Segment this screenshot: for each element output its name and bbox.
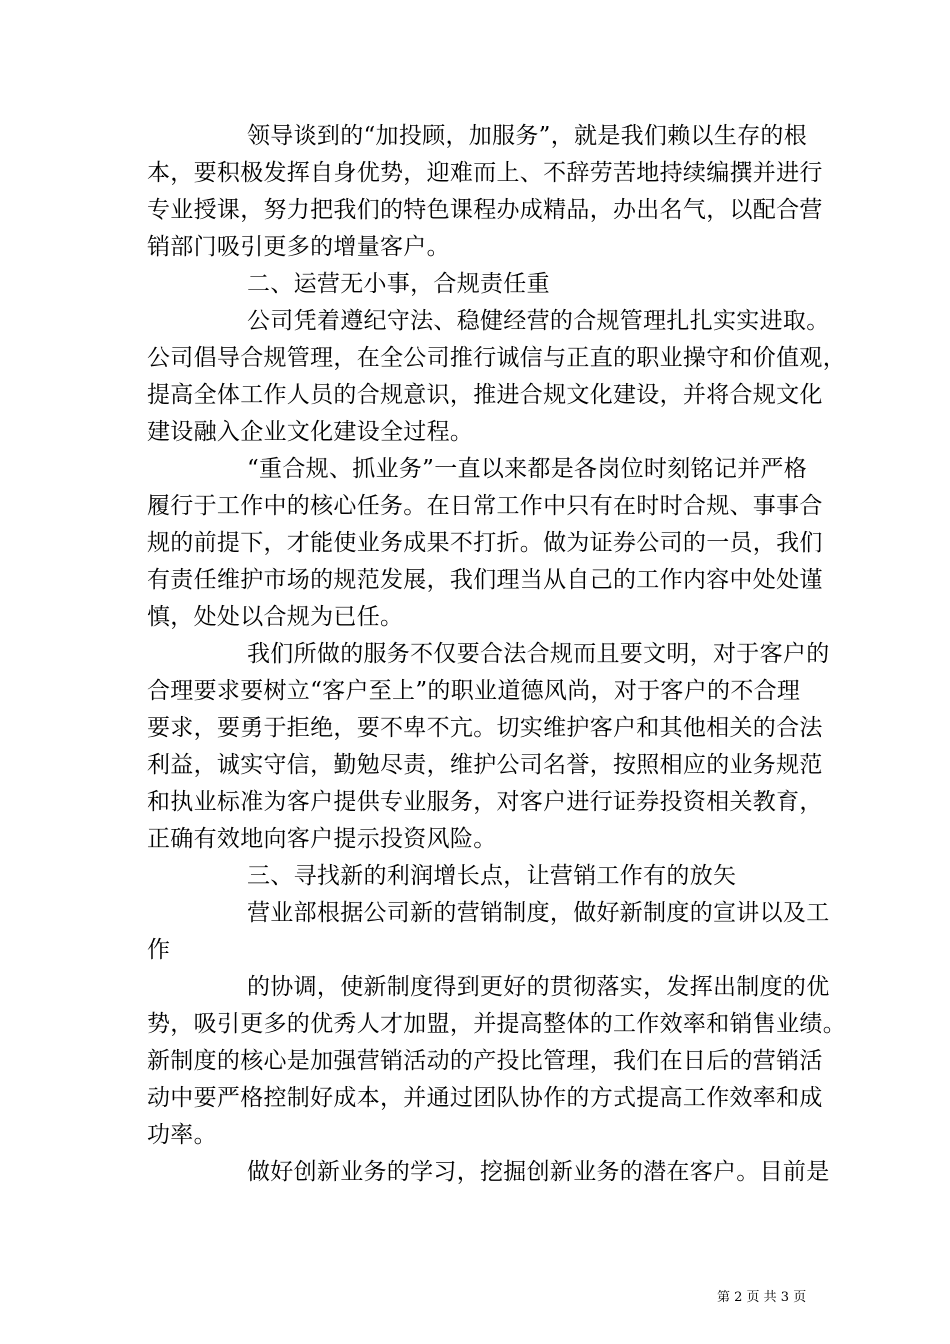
section-heading: 三、寻找新的利润增长点，让营销工作有的放矢 bbox=[247, 863, 737, 889]
body-text-line: 要求，要勇于拒绝，要不卑不亢。切实维护客户和其他相关的合法 bbox=[147, 715, 823, 741]
body-text-line: 公司倡导合规管理，在全公司推行诚信与正直的职业操守和价值观， bbox=[147, 345, 846, 371]
body-text-line: 专业授课，努力把我们的特色课程办成精品，办出名气，以配合营 bbox=[147, 197, 823, 223]
body-text-line: 履行于工作中的核心任务。在日常工作中只有在时时合规、事事合 bbox=[147, 493, 823, 519]
body-text-line: 动中要严格控制好成本，并通过团队协作的方式提高工作效率和成 bbox=[147, 1085, 823, 1111]
page-number-footer: 第 2 页 共 3 页 bbox=[717, 1290, 807, 1305]
body-text-line: 公司凭着遵纪守法、稳健经营的合规管理扎扎实实进取。 bbox=[247, 308, 830, 334]
section-heading: 二、运营无小事，合规责任重 bbox=[247, 271, 550, 297]
body-text-line: 有责任维护市场的规范发展，我们理当从自己的工作内容中处处谨 bbox=[147, 567, 823, 593]
body-text-line: 建设融入企业文化建设全过程。 bbox=[147, 419, 474, 445]
body-text-line: 本，要积极发挥自身优势，迎难而上、不辞劳苦地持续编撰并进行 bbox=[147, 160, 823, 186]
body-text-line: 势，吸引更多的优秀人才加盟，并提高整体的工作效率和销售业绩。 bbox=[147, 1011, 846, 1037]
body-text-line: 功率。 bbox=[147, 1122, 217, 1148]
body-text-line: 销部门吸引更多的增量客户。 bbox=[147, 234, 450, 260]
body-text-line: 提高全体工作人员的合规意识，推进合规文化建设，并将合规文化 bbox=[147, 382, 823, 408]
body-text-line: 正确有效地向客户提示投资风险。 bbox=[147, 826, 497, 852]
body-text-line: 领导谈到的“加投顾，加服务”，就是我们赖以生存的根 bbox=[247, 123, 808, 149]
body-text-line: 营业部根据公司新的营销制度，做好新制度的宣讲以及工 bbox=[247, 900, 830, 926]
body-text-line: 我们所做的服务不仅要合法合规而且要文明，对于客户的 bbox=[247, 641, 830, 667]
body-text-line: 做好创新业务的学习，挖掘创新业务的潜在客户。目前是 bbox=[247, 1159, 830, 1185]
body-text-line: 和执业标准为客户提供专业服务，对客户进行证券投资相关教育， bbox=[147, 789, 823, 815]
body-text-line: 的协调，使新制度得到更好的贯彻落实，发挥出制度的优 bbox=[247, 974, 830, 1000]
body-text-line: “重合规、抓业务”一直以来都是各岗位时刻铭记并严格 bbox=[247, 456, 808, 482]
body-text-line: 慎，处处以合规为已任。 bbox=[147, 604, 404, 630]
body-text-line: 作 bbox=[147, 937, 171, 963]
body-text-line: 合理要求要树立“客户至上”的职业道德风尚，对于客户的不合理 bbox=[147, 678, 801, 704]
body-text-line: 新制度的核心是加强营销活动的产投比管理，我们在日后的营销活 bbox=[147, 1048, 823, 1074]
body-text-line: 利益，诚实守信，勤勉尽责，维护公司名誉，按照相应的业务规范 bbox=[147, 752, 823, 778]
body-text-line: 规的前提下，才能使业务成果不打折。做为证券公司的一员，我们 bbox=[147, 530, 823, 556]
